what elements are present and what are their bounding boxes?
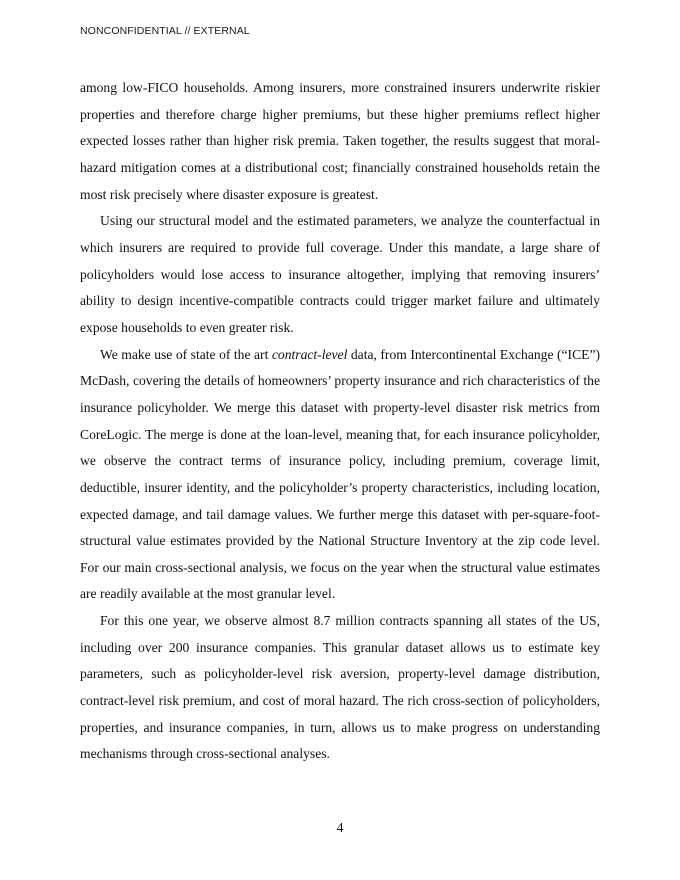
paragraph-continuation: among low-FICO households. Among insurers, more constrained insurers underwrite riskier properties and therefore charge higher premiums, but these higher premiums reflect higher expected losses rather than higher risk premia. Taken together, the results suggest that moral-hazard mitigation comes at a distributional cost; financially constrained households retain the most risk precisely where disaster exposure is greatest. [80, 80, 600, 202]
paragraph-data-rest: data, from Intercontinental Exchange (“ICE”) McDash, covering the details of homeowners’ property insurance and rich characteristics of the insurance policyholder. We merge this dataset with property-level disaster risk metrics from CoreLogic. The merge is done at the loan-level, meaning that, for each insurance policyholder, we observe the contract terms of insurance policy, including premium, coverage limit, deductible, insurer identity, and the policyholder’s property characteristics, including location, expected damage, and tail damage values. We further merge this dataset with per-square-foot-structural value estimates provided by the National Structure Inventory at the zip code level. For our main cross-sectional analysis, we focus on the year when the structural value estimates are readily available at the most granular level. [80, 346, 601, 602]
paragraph-sample-scope: For this one year, we observe almost 8.7 million contracts spanning all states of the US, including over 200 insurance companies. This granular dataset allows us to estimate key parameters, such as policyholder-level risk aversion, property-level damage distribution, contract-level risk premium, and cost of moral hazard. The rich cross-section of policyholders, properties, and insurance companies, in turn, allows us to make progress on understanding mechanisms through cross-sectional analyses. [80, 613, 600, 762]
paragraph-data-description [80, 342, 600, 609]
paragraph-counterfactual: Using our structural model and the estimated parameters, we analyze the counterfactual in which insurers are required to provide full coverage. Under this mandate, a large share of policyholders would lose access to insurance altogether, implying that removing insurers’ ability to design incentive-compatible contracts could trigger market failure and ultimately expose households to even greater risk. [80, 213, 600, 335]
paragraph-data-lead: We make use of state of the art [100, 346, 272, 362]
page-header-label: NONCONFIDENTIAL // EXTERNAL [80, 25, 250, 37]
body-text [80, 75, 600, 768]
contract-level-emphasis: contract-level [271, 346, 348, 362]
page-number: 4 [336, 820, 344, 835]
